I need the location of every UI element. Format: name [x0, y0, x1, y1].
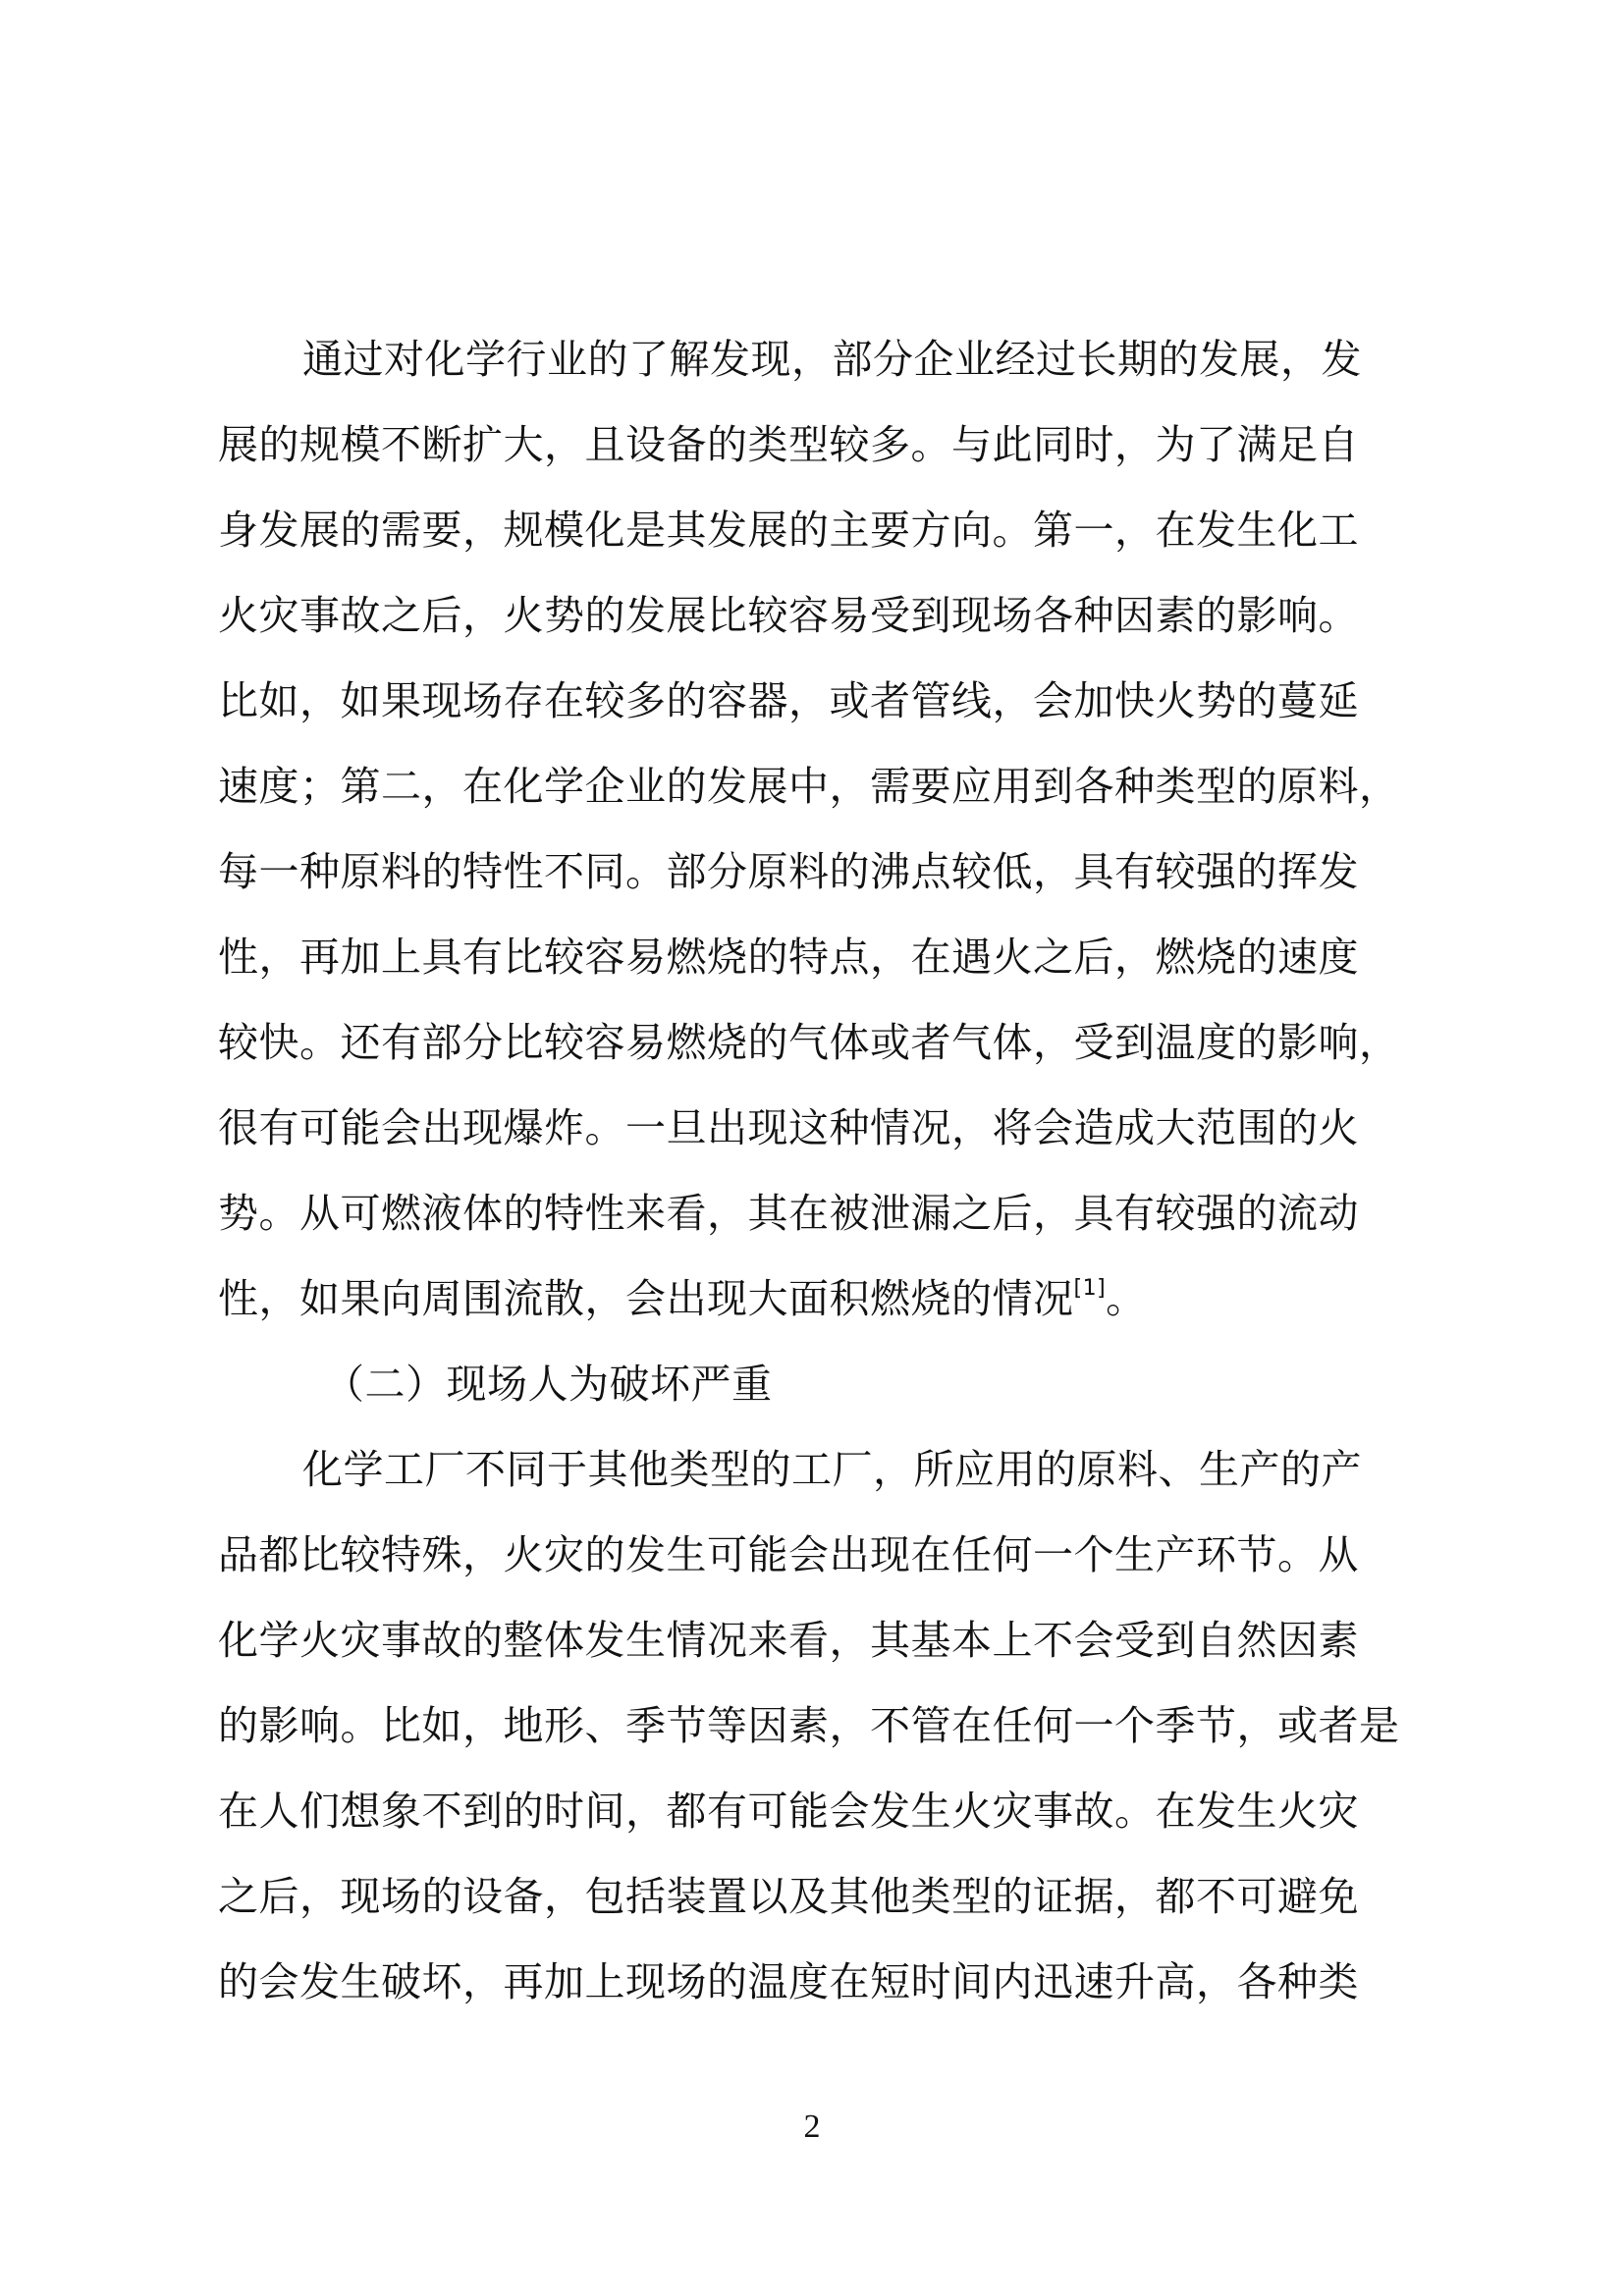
- text-line: 身发展的需要，规模化是其发展的主要方向。第一，在发生化工: [218, 507, 1359, 554]
- text-line: 速度；第二，在化学企业的发展中，需要应用到各种类型的原料，: [218, 763, 1400, 810]
- text-line: 火灾事故之后，火势的发展比较容易受到现场各种因素的影响。: [218, 592, 1359, 639]
- text-line: 性，再加上具有比较容易燃烧的特点，在遇火之后，燃烧的速度: [218, 934, 1359, 981]
- text-line: 的会发生破坏，再加上现场的温度在短时间内迅速升高，各种类: [218, 1958, 1359, 2005]
- text-line: 化学工厂不同于其他类型的工厂，所应用的原料、生产的产: [302, 1446, 1362, 1493]
- text-line: 的影响。比如，地形、季节等因素，不管在任何一个季节，或者是: [218, 1702, 1400, 1749]
- text-line: 在人们想象不到的时间，都有可能会发生火灾事故。在发生火灾: [218, 1788, 1359, 1835]
- citation-reference: [1]: [1073, 1276, 1107, 1301]
- text-segment: 性，如果向周围流散，会出现大面积燃烧的情况: [218, 1275, 1074, 1322]
- text-line: 势。从可燃液体的特性来看，其在被泄漏之后，具有较强的流动: [218, 1190, 1359, 1237]
- text-line: 之后，现场的设备，包括装置以及其他类型的证据，都不可避免: [218, 1873, 1359, 1920]
- text-line-with-citation: [218, 1273, 1147, 1324]
- page-number: 2: [803, 2109, 821, 2145]
- text-line: 展的规模不断扩大，且设备的类型较多。与此同时，为了满足自: [218, 421, 1359, 468]
- text-line: 化学火灾事故的整体发生情况来看，其基本上不会受到自然因素: [218, 1617, 1359, 1664]
- text-line: 通过对化学行业的了解发现，部分企业经过长期的发展，发: [302, 336, 1362, 383]
- text-line: 品都比较特殊，火灾的发生可能会出现在任何一个生产环节。从: [218, 1531, 1359, 1578]
- text-line: 较快。还有部分比较容易燃烧的气体或者气体，受到温度的影响，: [218, 1019, 1400, 1066]
- text-line: 比如，如果现场存在较多的容器，或者管线，会加快火势的蔓延: [218, 677, 1359, 724]
- text-segment: 。: [1106, 1275, 1147, 1322]
- section-heading: （二）现场人为破坏严重: [324, 1361, 773, 1408]
- text-line: 每一种原料的特性不同。部分原料的沸点较低，具有较强的挥发: [218, 848, 1359, 895]
- text-line: 很有可能会出现爆炸。一旦出现这种情况，将会造成大范围的火: [218, 1104, 1359, 1151]
